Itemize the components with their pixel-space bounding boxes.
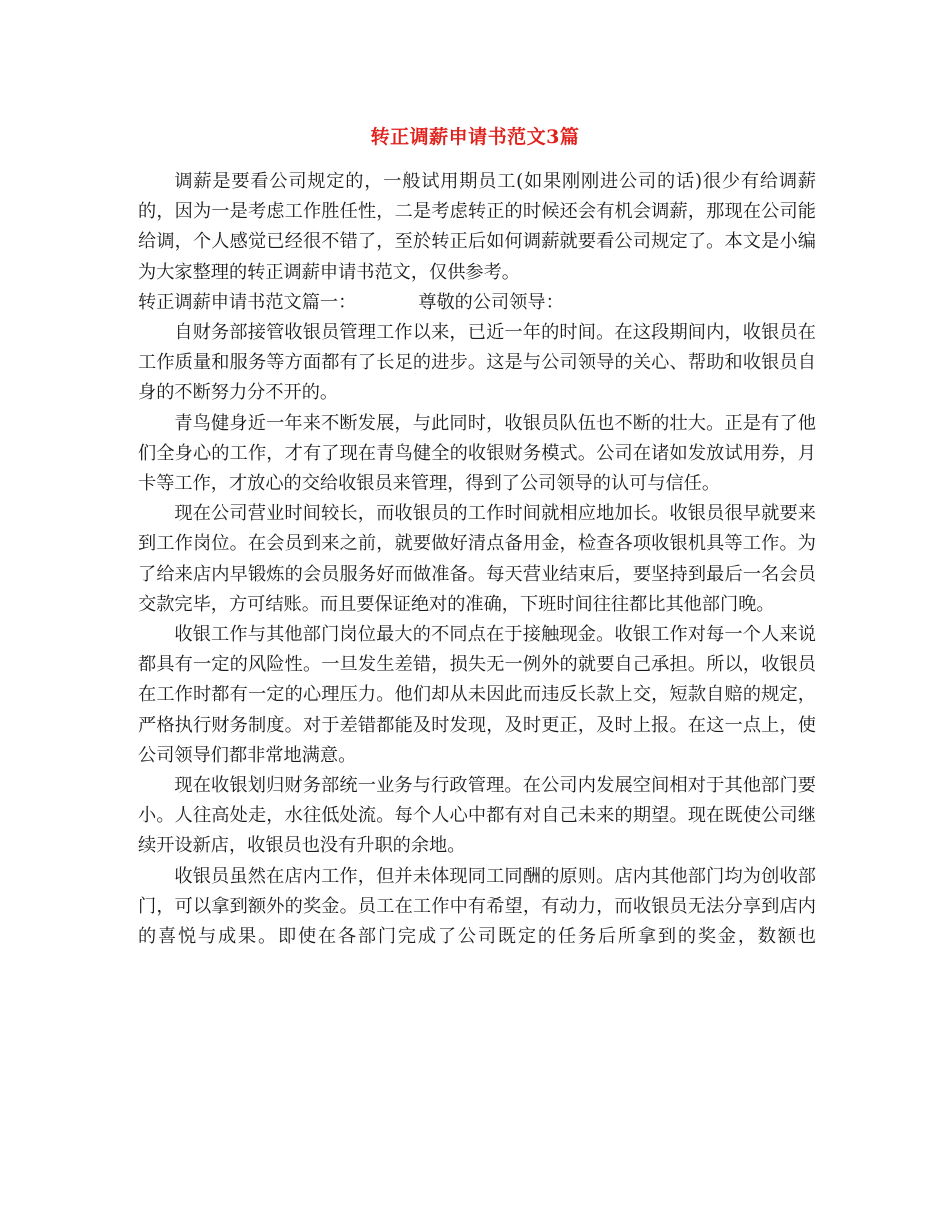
document-body xyxy=(138,167,816,952)
document-title: 转正调薪申请书范文3篇 xyxy=(370,126,580,148)
body-paragraph-4: 收银工作与其他部门岗位最大的不同点在于接触现金。收银工作对每一个人来说都具有一定的风险性。一旦发生差错，损失无一例外的就要自己承担。所以，收银员在工作时都有一定的心理压力。他们却从未因此而违反长款上交，短款自赔的规定，严格执行财务制度。对于差错都能及时发现，及时更正，及时上报。在这一点上，使公司领导们都非常地满意。 xyxy=(138,624,816,766)
intro-paragraph: 调薪是要看公司规定的，一般试用期员工(如果刚刚进公司的话)很少有给调薪的，因为一是考虑工作胜任性，二是考虑转正的时候还会有机会调薪，那现在公司能给调，个人感觉已经很不错了，至於转正后如何调薪就要看公司规定了。本文是小编为大家整理的转正调薪申请书范文，仅供参考。 xyxy=(138,171,816,283)
body-paragraph-2: 青鸟健身近一年来不断发展，与此同时，收银员队伍也不断的壮大。正是有了他们全身心的工作，才有了现在青鸟健全的收银财务模式。公司在诸如发放试用券，月卡等工作，才放心的交给收银员来管理，得到了公司领导的认可与信任。 xyxy=(138,412,816,495)
body-paragraph-6: 收银员虽然在店内工作，但并未体现同工同酬的原则。店内其他部门均为创收部门，可以拿到额外的奖金。员工在工作中有希望，有动力，而收银员无法分享到店内的喜悦与成果。即使在各部门完成了公司既定的任务后所拿到的奖金，数额也 xyxy=(138,865,816,948)
section-heading: 转正调薪申请书范文篇一： xyxy=(138,291,357,313)
body-paragraph-1: 自财务部接管收银员管理工作以来，已近一年的时间。在这段期间内，收银员在工作质量和服务等方面都有了长足的进步。这是与公司领导的关心、帮助和收银员自身的不断努力分不开的。 xyxy=(138,322,816,404)
body-paragraph-3: 现在公司营业时间较长，而收银员的工作时间就相应地加长。收银员很早就要来到工作岗位。在会员到来之前，就要做好清点备用金，检查各项收银机具等工作。为了给来店内早锻炼的会员服务好而做准备。每天营业结束后，要坚持到最后一名会员交款完毕，方可结账。而且要保证绝对的准确，下班时间往往都比其他部门晚。 xyxy=(138,503,816,615)
salutation: 尊敬的公司领导： xyxy=(418,291,564,313)
section-heading-line xyxy=(138,288,816,318)
body-paragraph-5: 现在收银划归财务部统一业务与行政管理。在公司内发展空间相对于其他部门要小。人往高处走，水往低处流。每个人心中都有对自己未来的期望。现在既使公司继续开设新店，收银员也没有升职的余地。 xyxy=(138,775,816,857)
